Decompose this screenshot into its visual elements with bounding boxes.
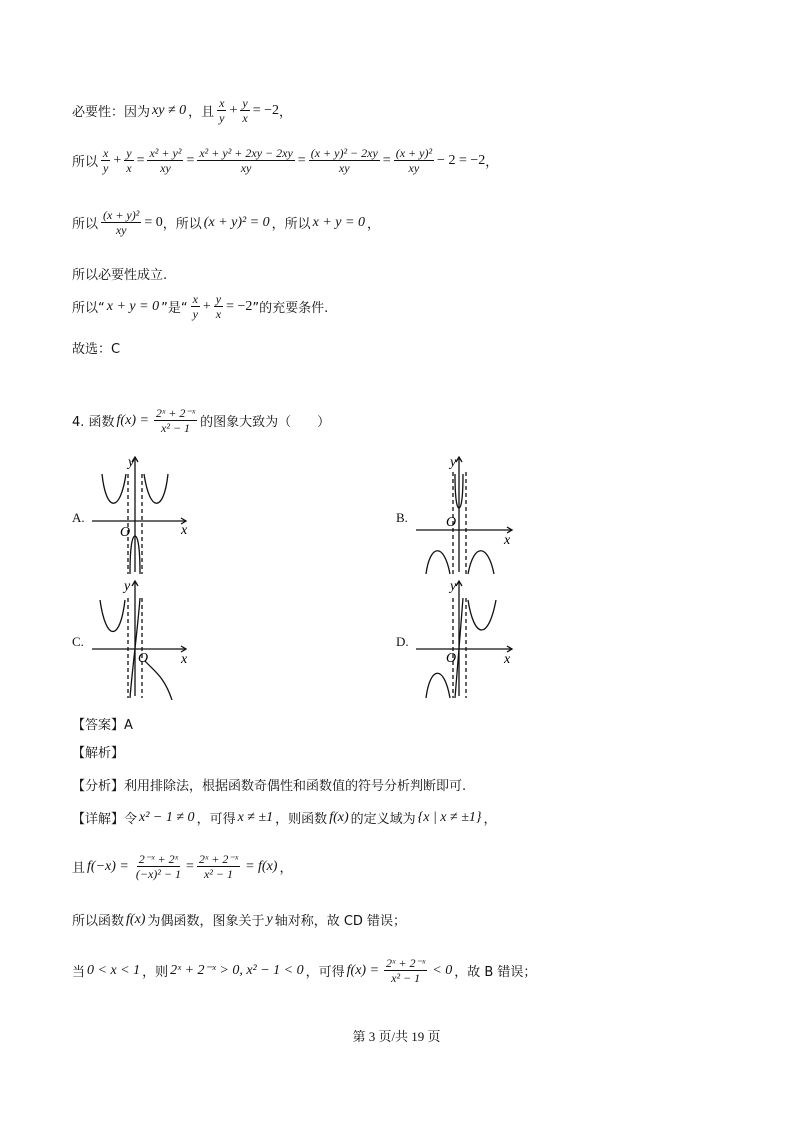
- origin-label: O: [446, 651, 457, 666]
- derivation-line: [72, 208, 380, 237]
- graph-option-b: [416, 452, 520, 576]
- analysis-heading: [72, 742, 124, 761]
- page-footer: 第 3 页/共 19 页: [352, 1029, 441, 1044]
- text: 且: [72, 861, 86, 876]
- text: ”的充要条件.: [252, 301, 329, 316]
- x-label: x: [181, 652, 188, 667]
- option-c-label: C.: [72, 634, 84, 649]
- text: 【详解】令: [72, 812, 138, 827]
- operator: +: [229, 102, 238, 118]
- fraction: $\frac{\text{(x + y)²}}{xy}$: [103, 208, 140, 237]
- curve-right: [468, 600, 496, 630]
- answer-line: [72, 714, 133, 733]
- text: ，: [485, 155, 499, 170]
- text: ，: [483, 812, 497, 827]
- fraction: $\frac{y}{x}$: [126, 146, 132, 175]
- fraction: $\frac{y}{x}$: [242, 96, 248, 125]
- text: 【答案】A: [72, 718, 133, 733]
- text: 轴对称，故 CD 错误；: [274, 914, 407, 929]
- fraction: $\frac{\text{2ˣ + 2⁻ˣ}}{\text{x² − 1}}$: [386, 956, 426, 985]
- question-number: 4. 函数: [72, 415, 115, 430]
- necessity-line: [72, 96, 292, 125]
- math-expr: x ≠ ±1: [237, 809, 274, 825]
- option-d-label: D.: [396, 634, 409, 649]
- math-expr: x + y = 0: [312, 214, 365, 230]
- math-expr: x + y = 0: [106, 298, 160, 314]
- conclusion-line: [72, 264, 167, 283]
- text: ，则函数: [275, 812, 328, 827]
- math-expr: x² − 1 ≠ 0: [139, 809, 195, 825]
- x-label: x: [504, 652, 511, 667]
- math-expr: f(x): [329, 809, 349, 825]
- text: 所以必要性成立.: [72, 268, 168, 283]
- operator: =: [382, 152, 391, 168]
- conclusion-line: [72, 292, 328, 321]
- operator: − 2 = −2: [437, 152, 486, 168]
- fraction: $\frac{\text{2⁻ˣ + 2ˣ}}{\text{(−x)² − 1}}$: [135, 852, 181, 881]
- text: 当: [72, 965, 86, 980]
- text: 【解析】: [72, 746, 125, 761]
- fraction: $\frac{x}{y}$: [219, 96, 225, 125]
- curve-left: [102, 474, 126, 503]
- math-expr: f(x): [126, 911, 146, 927]
- operator: = −2: [252, 102, 280, 118]
- x-label: x: [504, 533, 511, 548]
- text: ”是“: [161, 301, 188, 316]
- fraction: $\frac{x}{y}$: [192, 292, 198, 321]
- text: 所以: [72, 155, 99, 170]
- math-expr: 0 < x < 1: [87, 962, 141, 978]
- fraction: $\frac{\text{(x + y)² − 2xy}}{xy}$: [310, 146, 378, 175]
- graph-option-c: [92, 576, 202, 700]
- curve-right: [144, 474, 168, 503]
- analysis-line: [72, 775, 466, 794]
- math-expr: xy ≠ 0: [152, 102, 187, 118]
- symmetry-line: [72, 910, 406, 929]
- text: ，可得: [196, 812, 236, 827]
- curve-left: [426, 673, 450, 698]
- fraction: $\frac{x}{y}$: [103, 146, 109, 175]
- fraction: $\frac{\text{x² + y²}}{xy}$: [149, 146, 182, 175]
- curve-right: [468, 551, 494, 574]
- origin-label: O: [138, 651, 149, 666]
- operator: =: [136, 152, 145, 168]
- text: 【分析】利用排除法，根据函数奇偶性和函数值的符号分析判断即可.: [72, 779, 467, 794]
- question-4: [72, 406, 330, 435]
- text: 所以函数: [72, 914, 125, 929]
- operator: =: [185, 858, 194, 874]
- math-expr: < 0: [432, 962, 453, 978]
- operator: = −2: [226, 298, 253, 314]
- y-label: y: [450, 579, 457, 594]
- math-expr: f(x) =: [116, 412, 149, 428]
- fraction: $\frac{\text{2ˣ + 2⁻ˣ}}{\text{x² − 1}}$: [155, 406, 196, 435]
- text: ，所以: [162, 217, 202, 232]
- text: ，: [366, 217, 380, 232]
- text: ，则: [142, 965, 169, 980]
- option-a-label: A.: [72, 510, 85, 525]
- math-expr: (x + y)² = 0: [203, 214, 270, 230]
- text: 所以: [72, 217, 99, 232]
- math-expr: 2ˣ + 2⁻ˣ > 0, x² − 1 < 0: [170, 963, 304, 978]
- fraction: $\frac{y}{x}$: [215, 292, 222, 321]
- curve-left: [426, 551, 450, 574]
- curve-right: [145, 661, 172, 700]
- detail-line: [72, 808, 497, 827]
- operator: +: [113, 152, 122, 168]
- origin-label: O: [446, 515, 457, 530]
- operator: =: [297, 152, 306, 168]
- y-label: y: [128, 455, 135, 470]
- math-expr: y: [266, 911, 273, 927]
- operator: +: [202, 298, 211, 314]
- y-label: y: [124, 579, 131, 594]
- sign-line: [72, 956, 536, 985]
- choice-line: [72, 338, 120, 357]
- fraction: $\frac{\text{2ˣ + 2⁻ˣ}}{\text{x² − 1}}$: [198, 852, 239, 881]
- text: ，且: [188, 105, 215, 120]
- operator: =: [186, 152, 195, 168]
- text: 故选：C: [72, 342, 121, 357]
- math-expr: = f(x): [245, 858, 278, 874]
- fraction: $\frac{\text{(x + y)²}}{xy}$: [395, 146, 433, 175]
- derivation-line: [72, 146, 498, 175]
- math-expr: f(−x) =: [87, 858, 129, 874]
- math-expr: {x | x ≠ ±1}: [417, 809, 482, 825]
- text: 的图象大致为（ ）: [200, 415, 331, 430]
- curve-left: [100, 600, 125, 632]
- y-label: y: [450, 455, 457, 470]
- math-expr: f(x) =: [346, 962, 380, 978]
- text: ，所以: [271, 217, 311, 232]
- text: ，: [279, 105, 293, 120]
- text: ，: [279, 861, 293, 876]
- operator: = 0: [144, 214, 163, 230]
- origin-label: O: [120, 525, 131, 540]
- text: 的定义域为: [350, 812, 416, 827]
- graph-option-a: [92, 452, 202, 576]
- even-function-line: [72, 852, 292, 881]
- text: 所以“: [72, 301, 105, 316]
- graph-option-d: [416, 576, 520, 700]
- fraction: $\frac{\text{x² + y² + 2xy − 2xy}}{xy}$: [199, 146, 293, 175]
- text: 必要性：因为: [72, 105, 151, 120]
- option-b-label: B.: [396, 510, 408, 525]
- x-label: x: [181, 523, 188, 538]
- text: ，故 B 错误；: [454, 965, 537, 980]
- text: 为偶函数，图象关于: [147, 914, 265, 929]
- text: ，可得: [305, 965, 345, 980]
